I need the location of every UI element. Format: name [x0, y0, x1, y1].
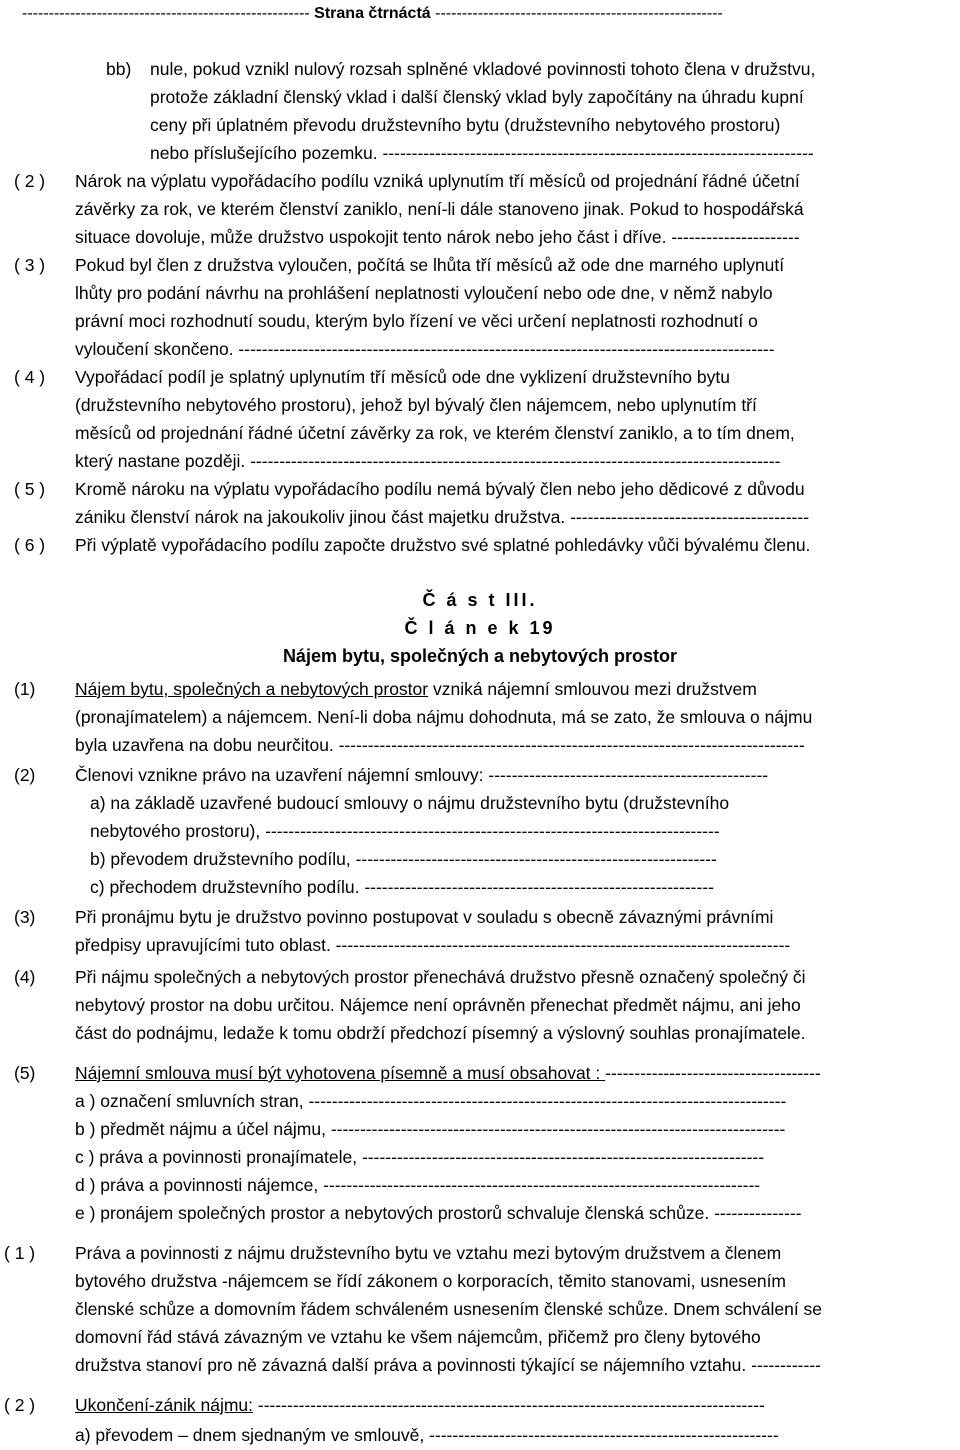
p2-label: ( 2 ) [14, 171, 46, 191]
p4-line-4: který nastane později. ------------------------------------------------------------------------------------------- [75, 451, 781, 471]
a5-first-rest: ------------------------------------- [605, 1063, 821, 1083]
p3-label: ( 3 ) [14, 255, 46, 275]
a3-label: (3) [14, 907, 36, 927]
article-heading: Č l á n e k 19 [404, 618, 556, 638]
a1-line-1 [75, 676, 955, 702]
a4-label: (4) [14, 967, 36, 987]
p2-line-1: Nárok na výplatu vypořádacího podílu vzniká uplynutím tří měsíců od projednání řádné účetní [75, 171, 800, 191]
p5-line-1: Kromě nároku na výplatu vypořádacího podílu nemá bývalý člen nebo jeho dědicové z důvodu [75, 479, 805, 499]
a5-item-d: d ) práva a povinnosti nájemce, --------------------------------------------------------------------------- [75, 1175, 761, 1195]
a3-line-1: Při pronájmu bytu je družstvo povinno postupovat v souladu s obecně závaznými právními [75, 907, 774, 927]
bb-line-1: nule, pokud vznikl nulový rozsah splněné vkladové povinnosti tohoto člena v družstvu, [150, 59, 816, 79]
bb-line-3: ceny při úplatném převodu družstevního bytu (družstevního nebytového prostoru) [150, 115, 781, 135]
b1-line-4: domovní řád stává závazným ve vztahu ke všem nájemcům, přičemž pro členy bytového [75, 1327, 761, 1347]
article-title: Nájem bytu, společných a nebytových prostor [282, 646, 678, 666]
p6-line-1: Při výplatě vypořádacího podílu započte družstvo své splatné pohledávky vůči bývalému členu. [75, 535, 811, 555]
a1-label: (1) [14, 679, 36, 699]
a2-sub-3: b) převodem družstevního podílu, -------------------------------------------------------------- [90, 849, 717, 869]
p5-line-2: zániku členství nárok na jakoukoliv jinou část majetku družstva. ----------------------------------------- [75, 507, 810, 527]
a1-first-rest: vzniká nájemní smlouvou mezi družstvem [428, 679, 757, 699]
a4-line-3: část do podnájmu, ledaže k tomu obdrží předchozí písemný a výslovný souhlas pronajímatele. [75, 1023, 806, 1043]
p4-label: ( 4 ) [14, 367, 46, 387]
p2-line-3: situace dovoluje, může družstvo uspokojit tento nárok nebo jeho část i dříve. ---------------------- [75, 227, 800, 247]
a1-underlined: Nájem bytu, společných a nebytových prostor [75, 679, 429, 699]
b1-line-3: členské schůze a domovním řádem schváleném usnesením členské schůze. Dnem schválení se [75, 1299, 823, 1319]
p3-line-2: lhůty pro podání návrhu na prohlášení neplatnosti vyloučení nebo ode dne, v němž nabylo [75, 283, 773, 303]
a2-sub-1: a) na základě uzavřené budoucí smlouvy o nájmu družstevního bytu (družstevního [90, 793, 730, 813]
a5-line-1 [75, 1060, 955, 1086]
b1-line-2: bytového družstva -nájemcem se řídí zákonem o korporacích, těmito stanovami, usnesením [75, 1271, 787, 1291]
p5-label: ( 5 ) [14, 479, 46, 499]
a5-item-a: a ) označení smluvních stran, ---------------------------------------------------------------------------------- [75, 1091, 787, 1111]
a5-label: (5) [14, 1063, 36, 1083]
bb-label: bb) [106, 59, 132, 79]
a2-sub-2: nebytového prostoru), ------------------------------------------------------------------------------ [90, 821, 720, 841]
page-header [22, 0, 960, 28]
p6-label: ( 6 ) [14, 535, 46, 555]
p3-line-1: Pokud byl člen z družstva vyloučen, počítá se lhůta tří měsíců až ode dne marného uplynutí [75, 255, 785, 275]
p3-line-4: vyloučení skončeno. -------------------------------------------------------------------------------------------- [75, 339, 775, 359]
p4-line-3: měsíců od projednání řádné účetní závěrky za rok, ve kterém členství zaniklo, a to tím dnem, [75, 423, 795, 443]
p3-line-3: právní moci rozhodnutí soudu, kterým bylo řízení ve věci určení neplatnosti rozhodnutí o [75, 311, 758, 331]
bb-line-4: nebo příslušejícího pozemku. -------------------------------------------------------------------------- [150, 143, 814, 163]
a1-line-2: (pronajímatelem) a nájemcem. Není-li doba nájmu dohodnuta, má se zato, že smlouva o nájmu [75, 707, 813, 727]
page-title: Strana čtrnáctá [314, 5, 431, 22]
header-dashes-right: ------------------------------------------------------ [435, 5, 723, 22]
bb-line-2: protože základní členský vklad i další členský vklad byly započítány na úhradu kupní [150, 87, 804, 107]
b2-sub-1: a) převodem – dnem sjednaným ve smlouvě, ------------------------------------------------------------ [75, 1425, 779, 1445]
a2-label: (2) [14, 765, 36, 785]
a2-line-1: Členovi vznikne právo na uzavření nájemní smlouvy: ------------------------------------------------ [75, 765, 769, 785]
a5-item-b: b ) předmět nájmu a účel nájmu, ------------------------------------------------------------------------------ [75, 1119, 786, 1139]
b2-underlined: Ukončení-zánik nájmu: [75, 1395, 253, 1415]
p4-line-1: Vypořádací podíl je splatný uplynutím tří měsíců ode dne vyklizení družstevního bytu [75, 367, 730, 387]
a4-line-2: nebytový prostor na dobu určitou. Nájemce není oprávněn přenechat předmět nájmu, ani jeho [75, 995, 801, 1015]
b1-line-1: Práva a povinnosti z nájmu družstevního bytu ve vztahu mezi bytovým družstvem a členem [75, 1243, 782, 1263]
header-dashes-left: ------------------------------------------------------ [22, 5, 310, 22]
a3-line-2: předpisy upravujícími tuto oblast. ------------------------------------------------------------------------------ [75, 935, 791, 955]
a2-sub-4: c) přechodem družstevního podílu. ------------------------------------------------------------ [90, 877, 714, 897]
a4-line-1: Při nájmu společných a nebytových prostor přenechává družstvo přesně označený společný či [75, 967, 806, 987]
b2-label: ( 2 ) [4, 1395, 36, 1415]
b2-first-rest: --------------------------------------------------------------------------------------- [253, 1395, 765, 1415]
a5-item-e: e ) pronájem společných prostor a nebytových prostorů schvaluje členská schůze. --------------- [75, 1203, 802, 1223]
b1-line-5: družstva stanoví pro ně závazná další práva a povinnosti týkající se nájemního vztahu. ------------ [75, 1355, 821, 1375]
a5-item-c: c ) práva a povinnosti pronajímatele, --------------------------------------------------------------------- [75, 1147, 765, 1167]
a5-underlined: Nájemní smlouva musí být vyhotovena písemně a musí obsahovat : [75, 1063, 606, 1083]
p2-line-2: závěrky za rok, ve kterém členství zaniklo, není-li dále stanoveno jinak. Pokud to hospodářská [75, 199, 804, 219]
part-heading: Č á s t III. [422, 590, 538, 610]
b2-line-1 [75, 1392, 955, 1418]
p4-line-2: (družstevního nebytového prostoru), jehož byl bývalý člen nájemcem, nebo uplynutím tří [75, 395, 757, 415]
a1-line-3: byla uzavřena na dobu neurčitou. -------------------------------------------------------------------------------- [75, 735, 805, 755]
b1-label: ( 1 ) [4, 1243, 36, 1263]
